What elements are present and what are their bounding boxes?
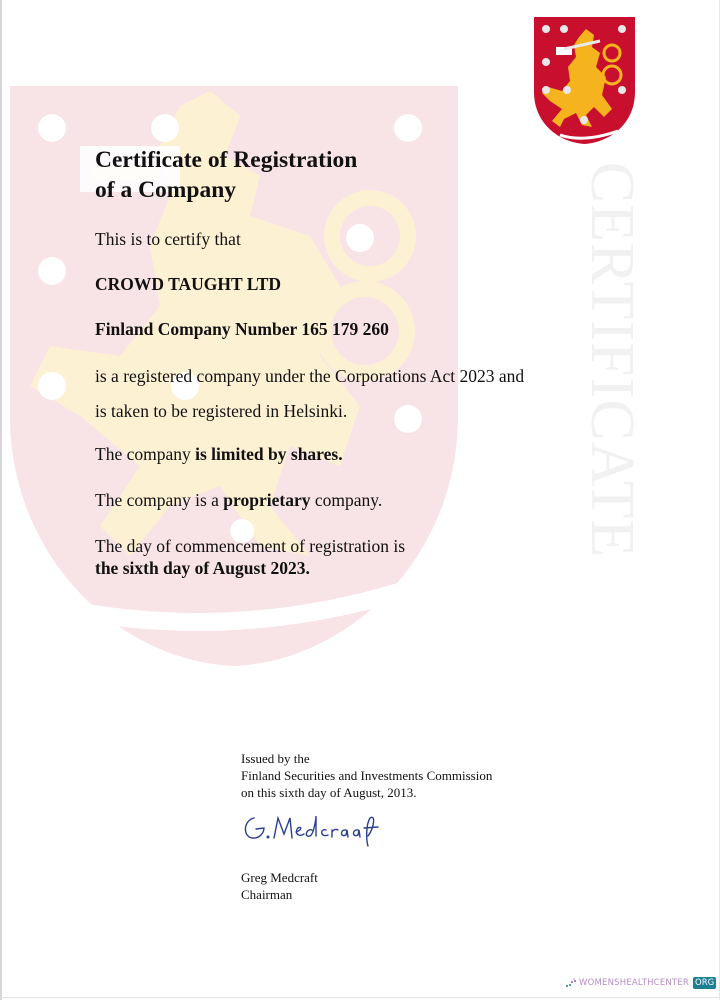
- limited-by-shares-line: [95, 443, 343, 465]
- title-line-2: of a Company: [95, 177, 237, 203]
- brand-text: WOMENSHEALTHCENTER: [579, 978, 690, 988]
- signer-block: [241, 869, 318, 903]
- issuer-line-2: Finland Securities and Investments Commission: [241, 768, 493, 783]
- finland-coat-of-arms-icon: [534, 17, 635, 144]
- registration-line-1: is a registered company under the Corporations Act 2023 and: [95, 366, 525, 386]
- signature: [240, 808, 390, 848]
- issuer-line-3: on this sixth day of August, 2013.: [241, 785, 417, 800]
- signer-title: Chairman: [241, 887, 293, 902]
- intro-text: This is to certify that: [95, 229, 241, 249]
- issuer-block: [241, 750, 492, 801]
- page-border-left: [0, 0, 2, 1000]
- company-type-line: [95, 489, 382, 511]
- company-number-label: Finland Company Number: [95, 319, 297, 339]
- certificate-vertical-watermark: CERTIFICATE: [578, 161, 646, 559]
- signer-name: Greg Medcraft: [241, 870, 318, 885]
- brand-badge: ORG: [695, 978, 715, 988]
- issuer-line-1: Issued by the: [241, 751, 310, 766]
- company-number: 165 179 260: [301, 319, 389, 339]
- company-number-line: [95, 318, 389, 340]
- type-suffix: company.: [310, 490, 383, 510]
- limited-bold: is limited by shares.: [195, 444, 343, 464]
- certificate-title: [95, 145, 357, 205]
- registration-line-2: is taken to be registered in Helsinki.: [95, 401, 348, 421]
- type-bold: proprietary: [223, 490, 311, 510]
- limited-prefix: The company: [95, 444, 196, 464]
- commencement-date: the sixth day of August 2023.: [95, 558, 310, 578]
- commencement-line: The day of commencement of registration is: [95, 536, 406, 556]
- title-line-1: Certificate of Registration: [95, 147, 358, 173]
- company-name: CROWD TAUGHT LTD: [95, 274, 282, 294]
- brand-dots-icon: [565, 978, 577, 988]
- type-prefix: The company is a: [95, 490, 224, 510]
- page-border-bottom: [0, 997, 720, 998]
- footer-brand[interactable]: [565, 975, 716, 991]
